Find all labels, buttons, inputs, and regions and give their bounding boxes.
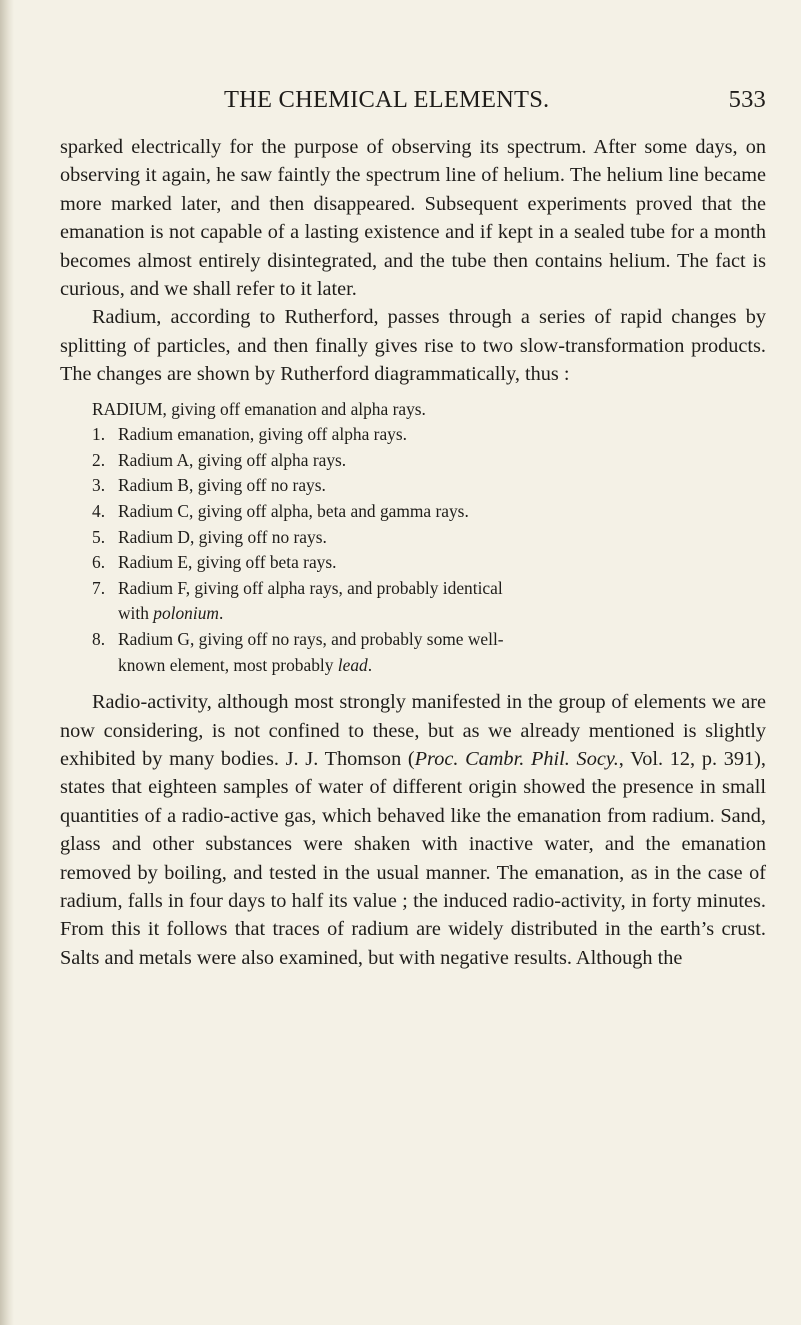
chart-item-number: 7.: [92, 577, 106, 598]
radium-chart-list: [92, 422, 766, 678]
chart-item-number: 1.: [92, 424, 106, 445]
running-title: THE CHEMICAL ELEMENTS.: [224, 86, 550, 113]
chart-item-number: 2.: [92, 449, 106, 470]
chart-item-text: Radium B, giving off no rays.: [118, 475, 326, 496]
page-number: 533: [728, 86, 766, 113]
chart-item-continuation: [118, 601, 766, 627]
paragraph-3-part-b: , Vol. 12, p. 391), states that eighteen samples of water of different origin showed the presence in small quantities of a radio-active gas, which behaved like the emanation from radium. Sand, glass and other substances were shaken with inactive water, and the emanation removed by boiling, and tested in the usual manner. The emanation, as in the case of radium, falls in four days to half its value ; the induced radio-activity, in forty minutes. From this it follows that traces of radium are widely distributed in the earth’s crust. Salts and metals were also examined, but with negative results. Although the: [60, 748, 766, 969]
radium-series-chart: [60, 397, 766, 679]
continuation-text: with: [118, 603, 154, 624]
running-header: [60, 82, 766, 116]
paragraph-1: sparked electrically for the purpose of observing its spectrum. After some days, on observing it again, he saw faintly the spectrum line of helium. The helium line became more marked later, and then disappeared. Subsequent experiments proved that the emanation is not capable of a lasting existence and if kept in a sealed tube for a month becomes almost entirely disintegrated, and the tube then contains helium. The fact is curious, and we shall refer to it later.: [60, 136, 766, 301]
chart-item-text: Radium A, giving off alpha rays.: [118, 449, 347, 470]
paragraph-2: Radium, according to Rutherford, passes through a series of rapid changes by splitting of particles, and then finally gives rise to two slow-transformation products. The changes are shown by Rutherford diagrammatically, thus :: [60, 306, 766, 386]
chart-item-number: 4.: [92, 501, 106, 522]
page-body: [60, 133, 766, 972]
journal-citation: Proc. Cambr. Phil. Socy.: [414, 748, 619, 770]
chart-item-text: Radium emanation, giving off alpha rays.: [118, 424, 407, 445]
paragraph-3-part-a: Radio-activity, although most strongly manifested in the group of elements we are now considering, is not confined to these, but as we already mentioned is slightly exhibited by many bodies. J. J. Thomson (: [60, 691, 766, 770]
chart-item-text: Radium G, giving off no rays, and probably some well-: [118, 629, 504, 649]
continuation-end: .: [367, 654, 373, 675]
chart-item: [92, 525, 766, 551]
continuation-end: .: [218, 603, 224, 624]
chart-item-text: Radium F, giving off alpha rays, and probably identical: [118, 577, 503, 598]
chart-item-continuation: [118, 653, 766, 679]
chart-item: [92, 499, 766, 525]
chart-item: [92, 448, 766, 474]
chart-item-text: Radium D, giving off no rays.: [118, 526, 327, 547]
element-name-lead: lead: [337, 654, 368, 675]
radium-chart-heading: RADIUM, giving off emanation and alpha rays.: [92, 398, 426, 419]
chart-item-number: 3.: [92, 475, 106, 496]
chart-item-number: 5.: [92, 526, 106, 547]
chart-item-text: Radium C, giving off alpha, beta and gamma rays.: [118, 501, 469, 522]
page-gutter-shadow: [0, 0, 14, 1325]
chart-item: [92, 576, 766, 627]
element-name-polonium: polonium: [153, 603, 219, 624]
paragraph-3: [60, 688, 766, 972]
chart-item: [92, 422, 766, 448]
chart-item: [92, 473, 766, 499]
chart-item: [92, 627, 766, 678]
chart-item-number: 6.: [92, 552, 106, 573]
chart-item-text: Radium E, giving off beta rays.: [118, 552, 337, 573]
chart-item: [92, 550, 766, 576]
continuation-text: known element, most probably: [118, 654, 338, 675]
chart-item-number: 8.: [92, 629, 106, 649]
